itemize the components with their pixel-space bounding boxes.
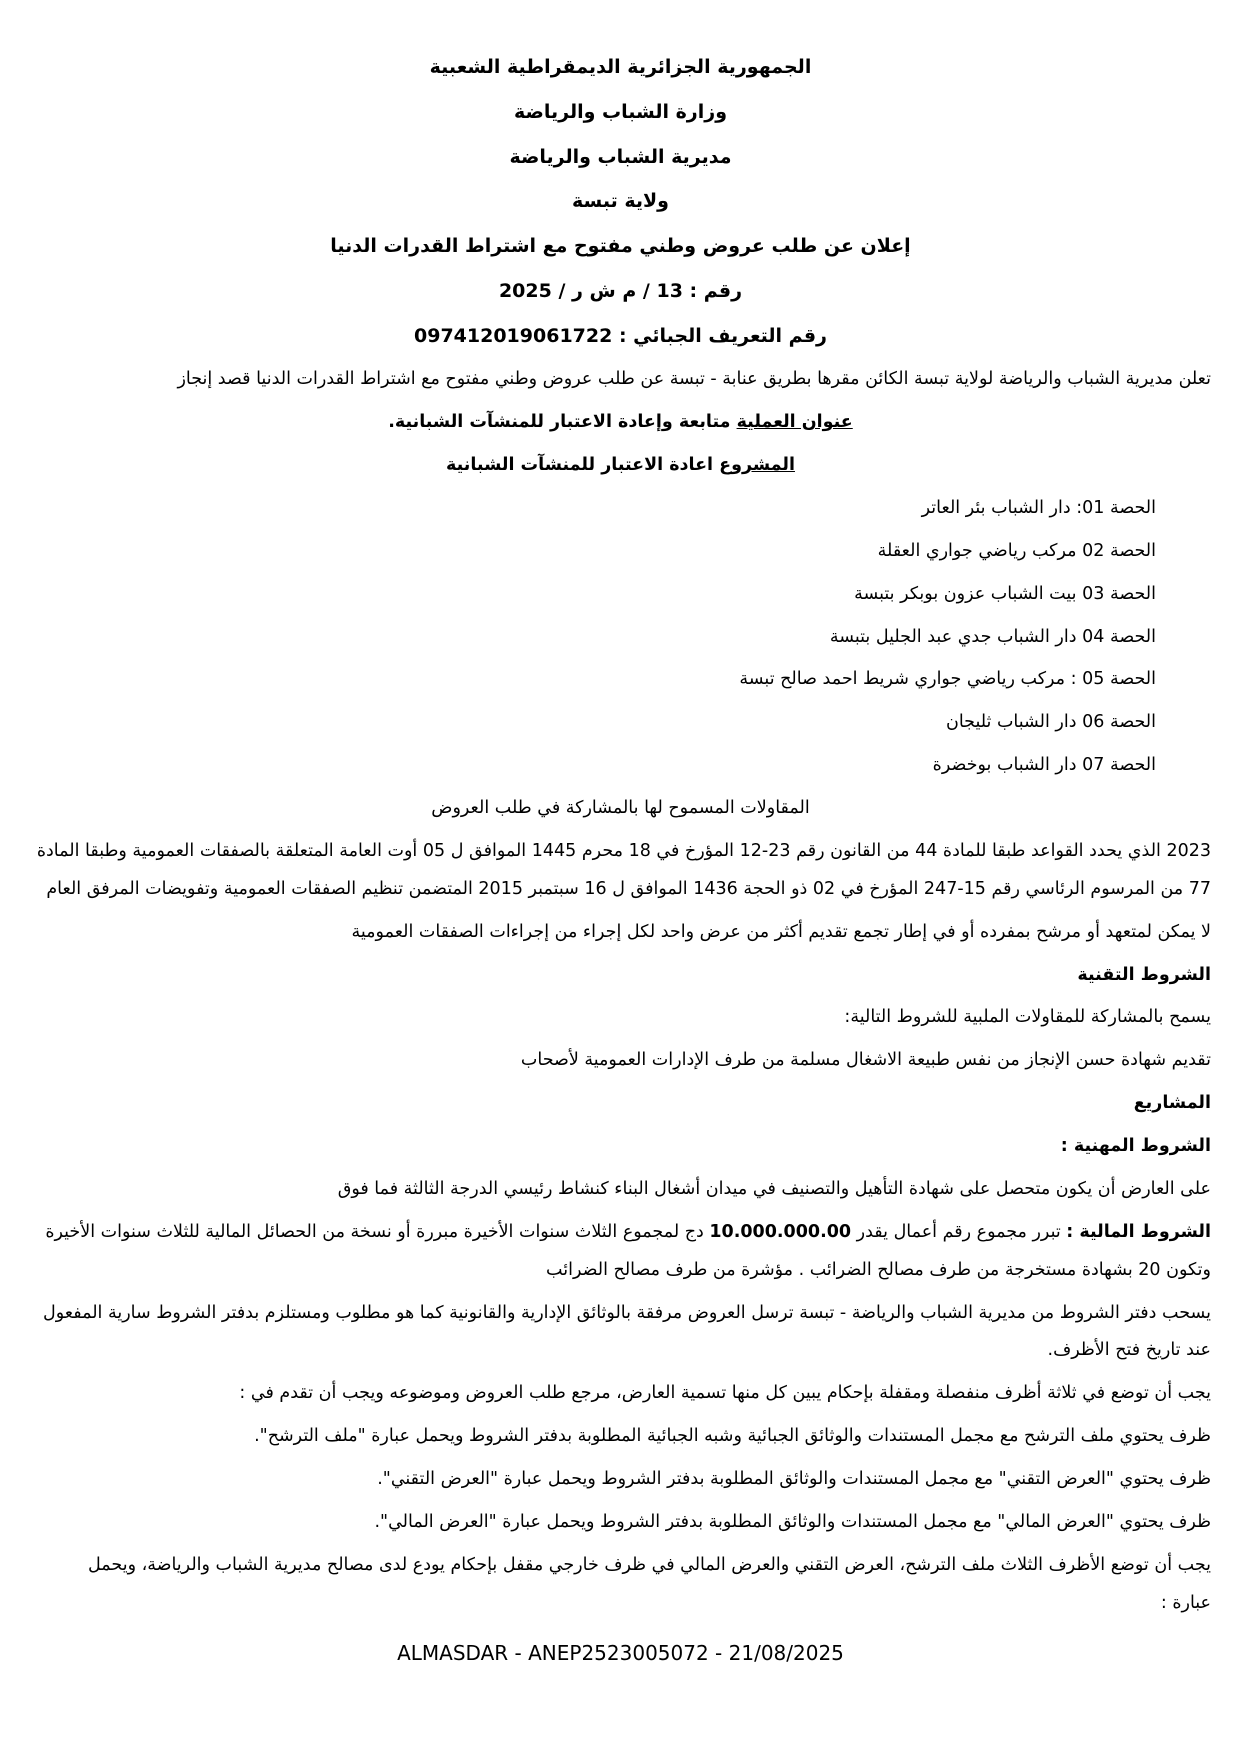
- wilaya-line: ولاية تبسة: [572, 190, 669, 213]
- intro-paragraph: تعلن مديرية الشباب والرياضة لولاية تبسة الكائن مقرها بطريق عنابة - تبسة عن طلب عروض وطني مفتوح مع اشتراط القدرات الدنيا قصد إنجاز: [177, 369, 1211, 390]
- eligibility-heading: المقاولات المسموح لها بالمشاركة في طلب العروض: [431, 798, 810, 818]
- lot-item-04: الحصة 04 دار الشباب جدي عبد الجليل بتبسة: [829, 626, 1156, 647]
- announcement-title: إعلان عن طلب عروض وطني مفتوح مع اشتراط القدرات الدنيا: [330, 235, 911, 257]
- financial-conditions-before-amount: تبرر مجموع رقم أعمال يقدر: [851, 1221, 1067, 1242]
- specifications-withdrawal-line-2: عند تاريخ فتح الأظرف.: [1047, 1340, 1211, 1361]
- legal-basis-line-2: 77 من المرسوم الرئاسي رقم 15-247 المؤرخ في 02 ذو الحجة 1436 الموافق ل 16 سبتمبر 2015 المتضمن تنظيم الصفقات العمومية وتفويضات المرفق العام: [46, 878, 1211, 899]
- operation-title: [30, 412, 1211, 434]
- directorate-line: مديرية الشباب والرياضة: [509, 145, 732, 168]
- outer-envelope-line-1: يجب أن توضع الأظرف الثلاث ملف الترشح، العرض التقني والعرض المالي في ظرف خارجي مقفل بإحكام يودع لدى مصالح مديرية الشباب والرياضة، ويحمل: [88, 1554, 1211, 1575]
- projects-owners-word: المشاريع: [1133, 1093, 1211, 1114]
- lot-item-07: الحصة 07 دار الشباب بوخضرة: [932, 755, 1156, 776]
- tax-identification-number: رقم التعريف الجبائي : 097412019061722: [414, 324, 827, 347]
- lot-item-05: الحصة 05 : مركب رياضي جواري شريط احمد صالح تبسة: [739, 669, 1156, 690]
- envelope-technical-offer: ظرف يحتوي "العرض التقني" مع مجمل المستندات والوثائق المطلوبة بدفتر الشروط ويحمل عبارة "العرض التقني".: [377, 1469, 1211, 1489]
- participation-conditions-intro: يسمح بالمشاركة للمقاولات الملبية للشروط التالية:: [844, 1007, 1211, 1028]
- project-title-label: المشروع: [719, 455, 795, 475]
- financial-conditions-after-amount: دج لمجموع الثلاث سنوات الأخيرة مبررة أو نسخة من الحصائل المالية للثلاث سنوات الأخيرة: [45, 1221, 710, 1242]
- technical-conditions-heading: الشروط التقنية: [1077, 964, 1211, 985]
- single-offer-rule: لا يمكن لمتعهد أو مرشح بمفرده أو في إطار تجمع تقديم أكثر من عرض واحد لكل إجراء من إجراءات الصفقات العمومية: [351, 921, 1211, 942]
- good-execution-certificate-requirement: تقديم شهادة حسن الإنجاز من نفس طبيعة الاشغال مسلمة من طرف الإدارات العمومية لأصحاب: [520, 1050, 1211, 1071]
- announcement-number: رقم : 13 / م ش ر / 2025: [498, 279, 743, 302]
- lots-list: [30, 498, 1211, 777]
- professional-conditions-heading: الشروط المهنية :: [1060, 1136, 1211, 1156]
- lot-item-01: الحصة 01: دار الشباب بئر العاتر: [921, 497, 1156, 518]
- envelope-financial-offer: ظرف يحتوي "العرض المالي" مع مجمل المستندات والوثائق المطلوبة بدفتر الشروط ويحمل عبارة "العرض المالي".: [374, 1511, 1211, 1532]
- lot-item-03: الحصة 03 بيت الشباب عزون بوبكر بتبسة: [854, 583, 1156, 604]
- financial-conditions-label: الشروط المالية :: [1066, 1221, 1211, 1242]
- financial-conditions-line: [30, 1222, 1211, 1244]
- envelopes-intro: يجب أن توضع في ثلاثة أظرف منفصلة ومقفلة بإحكام يبين كل منها تسمية العارض، مرجع طلب العروض وموضوعه ويجب أن تقدم في :: [239, 1383, 1211, 1404]
- lot-item-06: الحصة 06 دار الشباب ثليجان: [945, 712, 1156, 733]
- qualification-certificate-requirement: على العارض أن يكون متحصل على شهادة التأهيل والتصنيف في ميدان أشغال البناء كنشاط رئيسي الدرجة الثالثة فما فوق: [337, 1178, 1211, 1199]
- envelope-candidacy-file: ظرف يحتوي ملف الترشح مع مجمل المستندات والوثائق الجبائية وشبه الجبائية المطلوبة بدفتر الشروط ويحمل عبارة "ملف الترشح".: [254, 1426, 1211, 1447]
- operation-title-label: عنوان العملية: [736, 412, 853, 433]
- project-title-rest: اعادة الاعتبار للمنشآت الشبانية: [446, 455, 720, 475]
- financial-amount: 10.000.000.00: [709, 1221, 852, 1242]
- specifications-withdrawal-line-1: يسحب دفتر الشروط من مديرية الشباب والرياضة - تبسة ترسل العروض مرفقة بالوثائق الإدارية والقانونية كما هو مطلوب ومستلزم بدفتر الشروط سارية المفعول: [43, 1302, 1211, 1323]
- tax-certificate-line: وتكون 20 بشهادة مستخرجة من طرف مصالح الضرائب . مؤشرة من طرف مصالح الضرائب: [546, 1259, 1211, 1280]
- project-title: [30, 455, 1211, 477]
- operation-title-rest: متابعة وإعادة الاعتبار للمنشآت الشبانية.: [388, 412, 737, 433]
- legal-basis-line-1: 2023 الذي يحدد القواعد طبقا للمادة 44 من القانون رقم 23-12 المؤرخ في 18 محرم 1445 الموافق ل 05 أوت العامة المتعلقة بالصفقات العمومية وطبقا المادة: [36, 840, 1211, 861]
- anep-footer: ALMASDAR - ANEP2523005072 - 21/08/2025: [397, 1640, 844, 1665]
- lot-item-02: الحصة 02 مركب رياضي جواري العقلة: [877, 540, 1156, 561]
- ministry-line: وزارة الشباب والرياضة: [513, 100, 728, 123]
- republic-line: الجمهورية الجزائرية الديمقراطية الشعبية: [429, 56, 812, 78]
- outer-envelope-line-2: عبارة :: [1160, 1592, 1211, 1613]
